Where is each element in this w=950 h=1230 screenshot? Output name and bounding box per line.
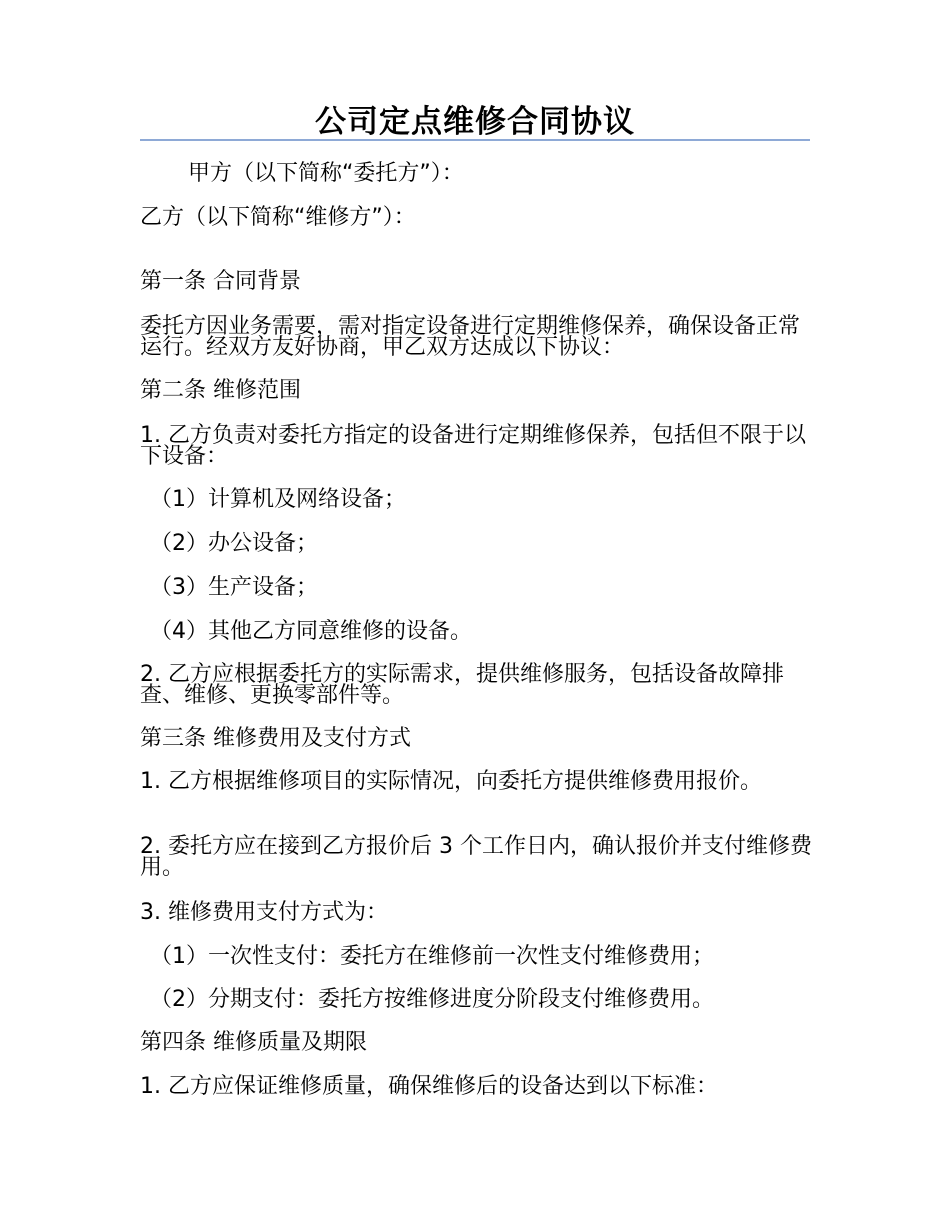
party-a-line: 甲方（以下简称“委托方”）： <box>188 161 464 186</box>
article-2-heading: 第二条 维修范围 <box>140 378 301 403</box>
article-2-item-3: （3）生产设备； <box>150 575 318 600</box>
article-3-clause-3: 3. 维修费用支付方式为： <box>140 900 388 925</box>
article-2-item-2: （2）办公设备； <box>150 531 318 556</box>
title-underline <box>140 139 810 141</box>
article-4-clause-1: 1. 乙方应保证维修质量，确保维修后的设备达到以下标准： <box>140 1074 718 1099</box>
article-1-body: 委托方因业务需要，需对指定设备进行定期维修保养，确保设备正常运行。经双方友好协商，甲乙双方达成以下协议： <box>140 314 801 360</box>
article-3-clause-2: 2. 委托方应在接到乙方报价后 3 个工作日内，确认报价并支付维修费用。 <box>140 834 812 880</box>
article-3-item-1: （1）一次性支付：委托方在维修前一次性支付维修费用； <box>150 944 714 969</box>
article-2-item-4: （4）其他乙方同意维修的设备。 <box>150 619 472 644</box>
article-2-clause-2: 2. 乙方应根据委托方的实际需求，提供维修服务，包括设备故障排查、维修、更换零部件等。 <box>140 662 784 708</box>
article-2-clause-1: 1. 乙方负责对委托方指定的设备进行定期维修保养，包括但不限于以下设备： <box>140 423 806 469</box>
article-1-heading: 第一条 合同背景 <box>140 269 301 294</box>
party-b-line: 乙方（以下简称“维修方”）： <box>140 205 416 230</box>
article-4-heading: 第四条 维修质量及期限 <box>140 1030 367 1055</box>
article-3-heading: 第三条 维修费用及支付方式 <box>140 726 411 751</box>
article-2-item-1: （1）计算机及网络设备； <box>150 487 406 512</box>
document-title: 公司定点维修合同协议 <box>315 104 635 140</box>
article-3-item-2: （2）分期支付：委托方按维修进度分阶段支付维修费用。 <box>150 987 714 1012</box>
article-3-clause-1: 1. 乙方根据维修项目的实际情况，向委托方提供维修费用报价。 <box>140 769 762 794</box>
